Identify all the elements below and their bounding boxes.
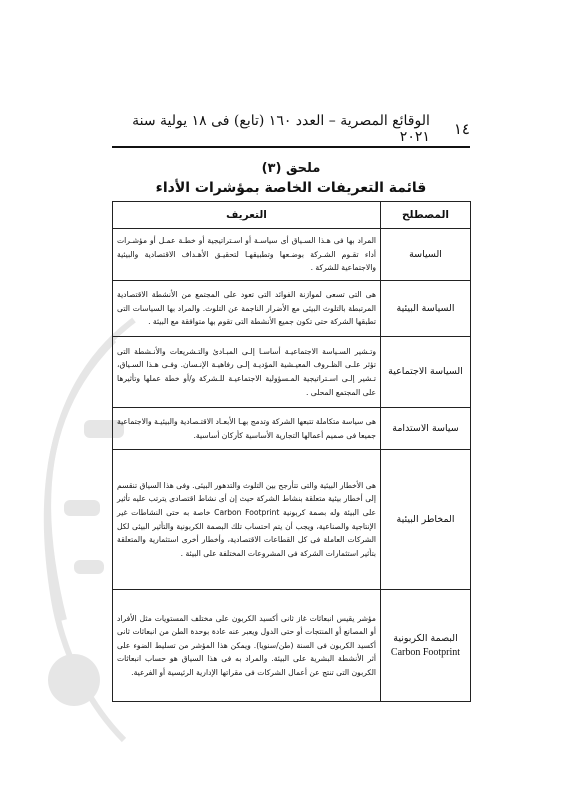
term-text: السياسة الاجتماعية [388,366,463,377]
issue-title: الوقائع المصرية – العدد ١٦٠ (تابع) فى ١٨ يولية سنة ٢٠٢١ [132,113,430,145]
term-text: البصمة الكربونية [393,632,458,644]
column-header-definition: التعريف [113,202,381,229]
definitions-table [112,201,471,702]
term-text: المخاطر البيئية [396,513,455,525]
column-header-term: المصطلح [381,202,471,229]
table-title: قائمة التعريفات الخاصة بمؤشرات الأداء [155,180,427,196]
table-row [113,450,471,590]
table-header-row [113,202,471,229]
term-cell [381,229,471,281]
term-text: سياسة الاستدامة [392,422,459,434]
term-text: السياسة [409,248,442,260]
appendix-title: ملحق (٣) [261,161,321,176]
term-cell [381,450,471,590]
table-row [113,337,471,408]
term-latin-text: Carbon Footprint [390,646,461,658]
term-cell [381,281,471,337]
definition-cell: هى الأخطار البيئية والتى تتأرجح بين التلوث والتدهور البيئى. وفى هذا السياق تنقسم إلى أخطار بيئية متعلقة بنشاط الشركة حيث إن أى نشاط اقتصادى يترتب عليه تأثير على البيئة وله بصمة كربونية Carbon Footprint خاصة به حتى النشاطات غير الإنتاجية والصناعية، ويجب أن يتم احتساب تلك البصمة الكربونية والتأثير البيئى لكل الشركات العاملة فى كل القطاعات الاقتصادية، وأخطار أخرى استثمارية والمتعلقة بتأثير استثمارات الشركة فى المشروعات المختلفة على البيئة . [113,450,381,590]
page-header [112,113,470,145]
definition-cell: هى سياسة متكاملة تتبعها الشركة وتدمج بهـا الأبعـاد الاقتـصادية والبيئيـة والاجتماعية جميعا فى صميم أعمالها التجارية الأساسية كأركان أساسية. [113,408,381,450]
term-text: السياسة البيئية [396,302,455,314]
definition-cell: المراد بها فى هـذا السـياق أى سياسـة أو اسـتراتيجية أو خطـة عمـل أو مؤشـرات أداء تقـوم الشـركة بوضـعها وتطبيقهـا لتحقيـق الأهـداف الاقتصادية والبيئية والاجتماعية للشركة . [113,229,381,281]
table-row [113,408,471,450]
table-row [113,229,471,281]
definition-cell: مؤشر يقيس انبعاثات غاز ثانى أكسيد الكربون على مختلف المستويات مثل الأفراد أو المصانع أو المنتجات أو حتى الدول ويعبر عنه عادة بوحدة الطن من انبعاثات ثانى أكسيد الكربون فى السنة (طن/سنويا). ويمكن هذا المؤشر من تسليط الضوء على أثر الأنشطة البشرية على البيئة. والمراد به فى هذا السياق هو حساب انبعاثات الكربون التى تنتج عن أعمال الشركات فى مقراتها الإدارية الرئيسية أو الفرعية. [113,590,381,702]
term-cell [381,408,471,450]
table-row [113,590,471,702]
term-cell [381,337,471,408]
header-divider [112,146,470,148]
term-cell [381,590,471,702]
page-number: ١٤ [453,120,470,138]
definition-cell: هى التى تسعى لموازنة الفوائد التى تعود على المجتمع من الأنشطة الاقتصادية المرتبطة بالتلوث البيئى مع الأضرار الناجمة عن التلوث. والمراد بها السياسات التى تطبقها الشركة حتى تكون جميع الأنشطة التى تقوم بها متوافقة مع البيئة . [113,281,381,337]
definition-cell: وتـشير السـياسة الاجتماعيـة أساسـا إلـى المبـادئ والتـشريعات والأنـشطة التى تؤثر علـى الظـروف المعيـشية المؤديـة إلـى رفاهيـة الإنـسان. وفـى هـذا السـياق، تـشير إلـى اسـتراتيجية المـسؤولية الاجتماعيـة للـشركة و/أو خطة عملها وتأثيرها على المجتمع المحلى . [113,337,381,408]
table-row [113,281,471,337]
